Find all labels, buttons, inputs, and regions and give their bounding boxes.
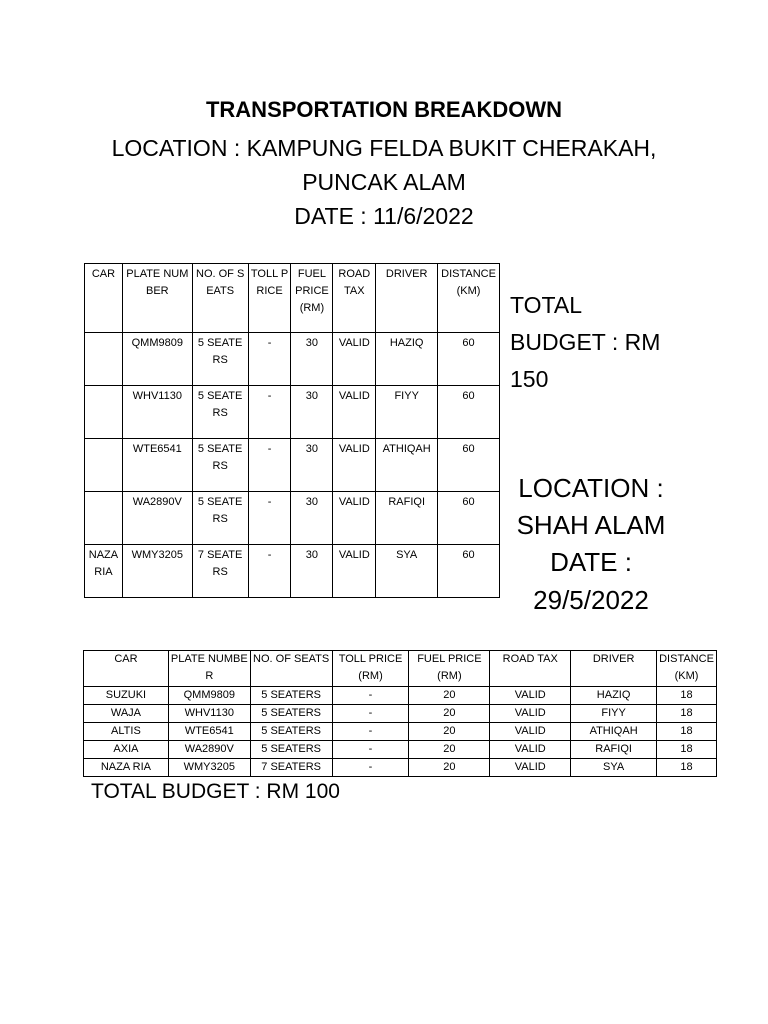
cell-distance: 18 xyxy=(657,759,717,777)
cell-seats: 5 SEATERS xyxy=(192,492,248,545)
cell-driver: ATHIQAH xyxy=(571,723,657,741)
cell-plate: WMY3205 xyxy=(168,759,250,777)
header-distance: DISTANCE (KM) xyxy=(438,264,500,333)
cell-car: ALTIS xyxy=(84,723,169,741)
cell-distance: 60 xyxy=(438,439,500,492)
header-driver: DRIVER xyxy=(376,264,438,333)
cell-plate: WA2890V xyxy=(168,741,250,759)
cell-car xyxy=(85,492,123,545)
cell-car: AXIA xyxy=(84,741,169,759)
cell-seats: 5 SEATERS xyxy=(250,741,332,759)
cell-fuel: 20 xyxy=(409,723,490,741)
transport-table-2 xyxy=(83,650,717,777)
cell-distance: 60 xyxy=(438,492,500,545)
cell-driver: SYA xyxy=(376,545,438,598)
header-fuel-price: FUEL PRICE (RM) xyxy=(291,264,333,333)
table-row xyxy=(85,439,500,492)
header-seats: NO. OF SEATS xyxy=(250,651,332,687)
cell-driver: HAZIQ xyxy=(571,687,657,705)
location-2-line-2: SHAH ALAM xyxy=(516,510,666,540)
cell-distance: 18 xyxy=(657,705,717,723)
page-title: TRANSPORTATION BREAKDOWN xyxy=(205,97,563,122)
cell-seats: 7 SEATERS xyxy=(250,759,332,777)
total-budget-1: TOTAL BUDGET : RM 150 xyxy=(510,292,661,392)
date-2-line-1: DATE : xyxy=(550,547,632,577)
table-header-row xyxy=(85,264,500,333)
cell-car xyxy=(85,333,123,386)
cell-road-tax: VALID xyxy=(490,705,571,723)
cell-fuel: 20 xyxy=(409,705,490,723)
cell-road-tax: VALID xyxy=(333,545,376,598)
cell-driver: SYA xyxy=(571,759,657,777)
cell-fuel: 30 xyxy=(291,333,333,386)
cell-seats: 5 SEATERS xyxy=(250,723,332,741)
cell-seats: 5 SEATERS xyxy=(192,439,248,492)
table-header-row xyxy=(84,651,717,687)
cell-toll: - xyxy=(248,492,291,545)
transport-table-1 xyxy=(84,263,500,598)
header-seats: NO. OF SEATS xyxy=(192,264,248,333)
cell-road-tax: VALID xyxy=(490,687,571,705)
cell-seats: 7 SEATERS xyxy=(192,545,248,598)
cell-road-tax: VALID xyxy=(333,386,376,439)
table-row xyxy=(85,333,500,386)
cell-fuel: 20 xyxy=(409,759,490,777)
cell-road-tax: VALID xyxy=(490,759,571,777)
header-toll-price: TOLL PRICE xyxy=(248,264,291,333)
cell-fuel: 30 xyxy=(291,545,333,598)
cell-toll: - xyxy=(248,439,291,492)
cell-distance: 18 xyxy=(657,741,717,759)
cell-distance: 18 xyxy=(657,687,717,705)
table-row xyxy=(85,545,500,598)
cell-driver: RAFIQI xyxy=(376,492,438,545)
cell-toll: - xyxy=(248,333,291,386)
table-row xyxy=(84,741,717,759)
cell-distance: 60 xyxy=(438,333,500,386)
location-line-1: LOCATION : KAMPUNG FELDA BUKIT CHERAKAH, xyxy=(111,135,657,161)
cell-road-tax: VALID xyxy=(333,439,376,492)
cell-plate: WHV1130 xyxy=(122,386,192,439)
cell-driver: FIYY xyxy=(571,705,657,723)
cell-plate: WTE6541 xyxy=(168,723,250,741)
table-row xyxy=(85,386,500,439)
table-row xyxy=(85,492,500,545)
cell-seats: 5 SEATERS xyxy=(192,333,248,386)
cell-car xyxy=(85,439,123,492)
header-car: CAR xyxy=(85,264,123,333)
cell-car: SUZUKI xyxy=(84,687,169,705)
total-budget-2: TOTAL BUDGET : RM 100 xyxy=(91,780,340,803)
table-row xyxy=(84,705,717,723)
cell-driver: ATHIQAH xyxy=(376,439,438,492)
cell-toll: - xyxy=(332,705,409,723)
location-line-2: PUNCAK ALAM xyxy=(302,169,466,195)
cell-toll: - xyxy=(332,759,409,777)
cell-seats: 5 SEATERS xyxy=(192,386,248,439)
cell-plate: WMY3205 xyxy=(122,545,192,598)
cell-driver: FIYY xyxy=(376,386,438,439)
cell-fuel: 20 xyxy=(409,687,490,705)
header-plate-number: PLATE NUMBER xyxy=(122,264,192,333)
header-toll-price: TOLL PRICE (RM) xyxy=(332,651,409,687)
table-row xyxy=(84,759,717,777)
cell-road-tax: VALID xyxy=(490,741,571,759)
header-road-tax: ROAD TAX xyxy=(333,264,376,333)
cell-road-tax: VALID xyxy=(333,492,376,545)
header-driver: DRIVER xyxy=(571,651,657,687)
cell-toll: - xyxy=(332,723,409,741)
header-distance: DISTANCE (KM) xyxy=(657,651,717,687)
cell-plate: WTE6541 xyxy=(122,439,192,492)
cell-seats: 5 SEATERS xyxy=(250,705,332,723)
cell-fuel: 30 xyxy=(291,492,333,545)
cell-toll: - xyxy=(248,545,291,598)
cell-toll: - xyxy=(332,741,409,759)
cell-toll: - xyxy=(332,687,409,705)
cell-plate: QMM9809 xyxy=(168,687,250,705)
cell-distance: 18 xyxy=(657,723,717,741)
cell-car xyxy=(85,386,123,439)
header-road-tax: ROAD TAX xyxy=(490,651,571,687)
cell-car: NAZA RIA xyxy=(85,545,123,598)
header-plate-number: PLATE NUMBER xyxy=(168,651,250,687)
cell-toll: - xyxy=(248,386,291,439)
cell-car: WAJA xyxy=(84,705,169,723)
header-car: CAR xyxy=(84,651,169,687)
table-row xyxy=(84,687,717,705)
cell-fuel: 30 xyxy=(291,439,333,492)
cell-driver: HAZIQ xyxy=(376,333,438,386)
location-2-line-1: LOCATION : xyxy=(518,473,664,503)
cell-plate: WHV1130 xyxy=(168,705,250,723)
cell-road-tax: VALID xyxy=(333,333,376,386)
cell-driver: RAFIQI xyxy=(571,741,657,759)
cell-distance: 60 xyxy=(438,386,500,439)
cell-car: NAZA RIA xyxy=(84,759,169,777)
cell-distance: 60 xyxy=(438,545,500,598)
header-fuel-price: FUEL PRICE (RM) xyxy=(409,651,490,687)
cell-seats: 5 SEATERS xyxy=(250,687,332,705)
table-row xyxy=(84,723,717,741)
cell-plate: WA2890V xyxy=(122,492,192,545)
cell-fuel: 30 xyxy=(291,386,333,439)
date-line: DATE : 11/6/2022 xyxy=(294,203,474,229)
date-2-line-2: 29/5/2022 xyxy=(533,585,649,615)
cell-road-tax: VALID xyxy=(490,723,571,741)
cell-fuel: 20 xyxy=(409,741,490,759)
cell-plate: QMM9809 xyxy=(122,333,192,386)
